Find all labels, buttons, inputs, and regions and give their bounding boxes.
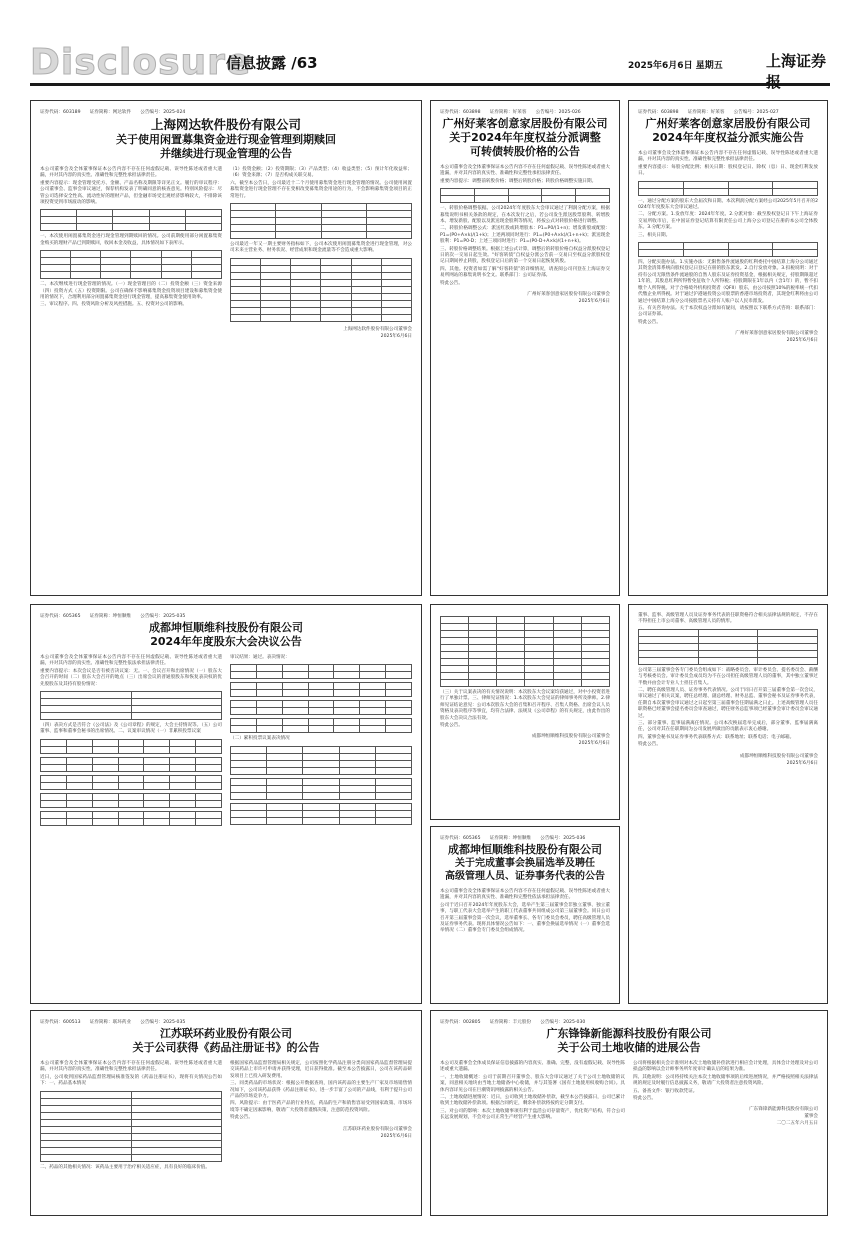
notice-meta: 证券代码：603189 证券简称：网达软件 公告编号：2025-024	[40, 110, 186, 115]
notice-company: 上海网达软件股份有限公司	[150, 117, 301, 132]
notice-body-left: 本公司董事会及全体董事保证本公告内容不存在任何虚假记载、误导性陈述或者重大遗漏，并对其内容的真实性、准确性和完整性承担法律责任。 近日，公司收到国家药品监督管理局核准签发的《药品注册证书》，现将有关情况公告如下：一、药品基本情况 二、药品的其他相关情况：该药品主要用于治疗相关适应症，具有良好的临床价值。	[40, 1061, 222, 1170]
notice-table	[40, 691, 222, 720]
notice-signature: 成都坤恒顺维科技股份有限公司董事会	[531, 734, 610, 740]
notice-signature: 成都坤恒顺维科技股份有限公司董事会	[739, 753, 818, 759]
notice-meta: 证券代码：600513 证券简称：联环药业 公告编号：2025-035	[40, 1020, 186, 1025]
notice-fengfeng-land	[430, 1010, 828, 1216]
notice-meta: 证券代码：002805 证券简称：丰元股份 公告编号：2025-030	[440, 1020, 586, 1025]
notice-body-right: 根据国家药品监督管理局相关规定，公司按照化学药品注册分类向国家药品监督管理局提交该药品上市许可申请并获得受理，近日获得批准。截至本公告披露日，公司在该药品研发项目上已投入研发费用。 三、同类药品的市场状况：根据公开数据查询，国内该药品的主要生产厂家及市场销售情况如下，公司该药品获得《药品注册证书》，进一步丰富了公司的产品线，有利于提升公司产品的市场竞争力。 四、风险提示：由于医药产品的行业特点，药品的生产和销售容易受到国家政策、市场环境等不确定因素影响，敬请广大投资者谨慎决策，注意防范投资风险。 特此公告。 江苏联环药业股份有限公司董事会 2025年6月6日	[230, 1061, 412, 1139]
notice-body-left: 本公司及董事会全体成员保证信息披露的内容真实、准确、完整，没有虚假记载、误导性陈述或重大遗漏。 一、土地收储概述：公司于前期召开董事会、股东大会审议通过了关于公司土地收储的议案，同意相关地块由当地土地储备中心收储，并与其签署《国有土地使用权收购合同》。具体内容详见公司在巨潮资讯网披露的相关公告。 二、土地收储进展情况：近日，公司收到土地收储补偿款，截至本公告披露日，公司已累计收到土地收储补偿款项。根据合同约定，剩余补偿款将按约定分期支付。 三、对公司的影响：本次土地收储事项有利于盘活公司存量资产，优化资产结构，符合公司长远发展规划，不会对公司正常生产经营产生重大影响。	[440, 1061, 625, 1121]
notice-company: 成都坤恒顺维科技股份有限公司	[448, 843, 602, 856]
notice-company: 广州好莱客创意家居股份有限公司	[442, 117, 608, 130]
notice-signature: 江苏联环药业股份有限公司董事会	[343, 1126, 412, 1132]
notice-date: 2025年6月6日	[786, 760, 818, 766]
notice-company: 成都坤恒顺维科技股份有限公司	[149, 621, 303, 634]
notice-title-line: 关于2024年年度权益分派调整	[449, 131, 601, 144]
notice-body: 本公司董事会及全体董事保证本公告内容不存在任何虚假记载、误导性陈述或者重大遗漏，并对其内容的真实性、准确性和完整性承担法律责任。 重要内容提示：每股分配比例；相关日期：股权登记日、除权（息）日、现金红利发放日。 一、通过分配方案的股东大会届次和日期。本次利润分配方案经公司2025年5月召开的2024年年度股东大会审议通过。 二、分配方案。1.发放年度：2024年年度。2.分派对象：截至股权登记日下午上海证券交易所收市后，在中国证券登记结算有限责任公司上海分公司登记在册的本公司全体股东。3.分配方案。 三、相关日期。 四、分配实施办法。1.实施办法：无限售条件流通股的红利委托中国结算上海分公司通过其资金清算系统向股权登记日登记在册的股东派发。2.自行发放对象。3.扣税说明：对于持有公司无限售条件流通股的自然人股东及证券投资基金，根据相关规定，持股期限超过1年的，其股息红利所得暂免征收个人所得税；持股期限在1年以内（含1年）的，暂不扣缴个人所得税。对于合格境外机构投资者（QFII）股东，由公司按照10%的税率统一代扣代缴企业所得税。对于通过沪港通投资公司股票的香港市场投资者，其现金红利将由公司通过中国结算上海分公司按股票名义持有人账户以人民币派发。 五、有关咨询办法。关于本次权益分派如有疑问，请按照以下联系方式咨询：联系部门：公司证券部。 特此公告。	[638, 151, 818, 325]
notice-body: 本公司董事会及全体董事保证本公告内容不存在任何虚假记载、误导性陈述或者重大遗漏，并对其内容的真实性、准确性和完整性依法承担法律责任。 公司于近日召开2024年年度股东大会，选举产生第三届董事会非独立董事、独立董事，与职工代表大会选举产生的职工代表董事共同组成公司第三届董事会。同日公司召开第三届董事会第一次会议，选举董事长、各专门委员会委员，聘任高级管理人员及证券事务代表。现将具体情况公告如下：一、董事会换届选举情况（一）董事会选举情况（二）董事会专门委员会组成情况。	[440, 889, 610, 934]
notice-table	[230, 664, 412, 679]
masthead	[30, 38, 830, 91]
notice-table	[40, 1091, 222, 1162]
notice-signature-board: 董事会	[804, 1114, 818, 1120]
notice-holike-conversion	[430, 100, 620, 596]
notice-date: 2025年6月6日	[380, 1133, 412, 1139]
notice-lianhuan-pharma	[30, 1010, 422, 1216]
notice-kunheng-agm	[30, 604, 422, 1004]
notice-signature: 广东锋锋新能源科技股份有限公司	[749, 1107, 818, 1113]
notice-meta: 证券代码：605365 证券简称：坤恒顺维 公告编号：2025-035	[40, 614, 186, 619]
notice-table	[638, 629, 818, 665]
notice-table	[230, 203, 412, 239]
notice-table	[40, 811, 222, 826]
notice-body: 董事、监事、高级管理人员及证券事务代表的任职资格符合相关法律法规的规定，不存在不得担任上市公司董事、高级管理人员的情形。 公司第三届董事会各专门委员会组成如下：战略委员会、审计委员会、提名委员会、薪酬与考核委员会。审计委员会成员均为不在公司担任高级管理人员的董事，其中独立董事过半数并由会计专业人士担任召集人。 二、聘任高级管理人员、证券事务代表情况。公司于同日召开第三届董事会第一次会议，审议通过了相关议案，聘任总经理、副总经理、财务总监、董事会秘书及证券事务代表，任期自本次董事会审议通过之日起至第三届董事会任期届满之日止。上述高级管理人员任职资格已经董事会提名委员会审查通过，聘任财务总监事项已经董事会审计委员会审议通过。 三、部分董事、监事届满离任情况。公司本次换届选举完成后，部分董事、监事届满离任，公司对其在任职期间为公司发展所做出的贡献表示衷心感谢。 四、董事会秘书及证券事务代表联系方式：联系地址；联系电话；电子邮箱。 特此公告。	[638, 613, 818, 748]
notice-title-line: 并继续进行现金管理的公告	[160, 147, 292, 160]
notice-table	[40, 739, 222, 754]
notice-table	[230, 803, 412, 825]
notice-table	[40, 209, 222, 231]
notice-table	[230, 682, 412, 697]
notice-table	[230, 746, 412, 775]
notice-body-right: 审议结果：通过。表决情况： （二）累积投票议案表决情况	[230, 655, 412, 829]
section-wordmark: Disclosure	[30, 42, 252, 83]
notice-title-line: 可转债转股价格的公告	[470, 145, 580, 158]
notice-company: 江苏联环药业股份有限公司	[160, 1027, 292, 1040]
notice-body: （三）关于议案表决的有关情况说明：本次股东大会议案均获通过，对中小投资者进行了单独计票。三、律师见证情况：1.本次股东大会见证的律师事务所及律师。2.律师见证结论意见：公司本次股东大会的召集和召开程序、召集人资格、出席会议人员资格及表决程序等事宜，均符合法律、法规及《公司章程》的有关规定，由此作出的股东大会决议合法有效。 特此公告。	[440, 616, 610, 729]
notice-company: 广州好莱客创意家居股份有限公司	[645, 117, 811, 130]
notice-signature: 广州好莱客创意家居股份有限公司董事会	[527, 292, 610, 298]
notice-title-line: 关于公司土地收储的进展公告	[557, 1041, 701, 1054]
notice-date: 2025年6月6日	[380, 333, 412, 339]
notice-title-line: 关于使用闲置募集资金进行现金管理到期赎回	[116, 133, 336, 146]
notice-date: 二〇二五年六月五日	[776, 1121, 818, 1127]
notice-wangda	[30, 100, 422, 596]
notice-table	[40, 793, 222, 808]
notice-body: 本公司董事会及全体董事保证本公告内容不存在任何虚假记载、误导性陈述或者重大遗漏，并对其内容的真实性、准确性和完整性承担法律责任。 重要内容提示：调整前转股价格；调整后转股价格；转股价格调整实施日期。 一、转股价格调整依据。公司2024年年度股东大会审议通过了利润分配方案，根据募集说明书相关条款的规定，在本次发行之后，若公司发生派送股票股利、转增股本、增发新股、配股以及派送现金股利等情况，将按公式对转股价格进行调整。 二、转股价格调整公式：派送红股或转增股本：P1=P0/(1+n)；增发新股或配股：P1=(P0+A×k)/(1+k)；上述两项同时进行：P1=(P0+A×k)/(1+n+k)；派送现金股利：P1=P0-D；上述三项同时进行：P1=(P0-D+A×k)/(1+n+k)。 三、转股价格调整结果。根据上述公式计算，调整后的转股价格自权益分派股权登记日的次一交易日起生效。“好客转债”自权益分派公告前一交易日至权益分派股权登记日期间停止转股，股权登记日后的第一个交易日起恢复转股。 四、其他。投资者如需了解“好客转债”的详细情况，请查阅公司刊登在上海证券交易所网站的募集说明书全文。联系部门：公司证券部。 特此公告。	[440, 165, 610, 286]
notice-table	[230, 778, 412, 800]
notice-table	[440, 188, 610, 203]
notice-table	[40, 775, 222, 790]
notice-company: 广东锋锋新能源科技股份有限公司	[546, 1027, 712, 1040]
notice-date: 2025年6月6日	[578, 299, 610, 305]
notice-date: 2025年6月6日	[786, 338, 818, 344]
notice-kunheng-right-cont	[628, 604, 828, 1004]
notice-date: 2025年6月6日	[578, 741, 610, 747]
notice-signature: 上海网达软件股份有限公司董事会	[343, 326, 412, 332]
notice-body-right: （1）投资金额；（2）投资期限；（3）产品类型；（4）收益类型；（5）预计年化收益率；（6）资金来源；（7）是否构成关联交易。 六、截至本公告日，公司最近十二个月使用募集资金进行现金管理的情况。公司使用闲置募集资金进行现金管理不存在变相改变募集资金用途的行为，不会影响募集资金项目的正常进行。 公司最近一年又一期主要财务指标如下，公司本次使用闲置募集资金进行现金管理，对公司未来主营业务、财务状况、经营成果和现金流量等不会造成重大影响。 上海网达软件股份有限公司董事会 2025年6月6日	[230, 167, 412, 339]
notice-signature: 广州好莱客创意家居股份有限公司董事会	[735, 331, 818, 337]
newspaper-logo: 上海证券报	[766, 52, 827, 91]
notice-body-left: 本公司董事会及全体董事保证本公告内容不存在任何虚假记载、误导性陈述或者重大遗漏，并对其内容的真实性、准确性和完整性承担法律责任。 重要内容提示：现金管理受托方、金额、产品名称及期限等详见正文。履行的审议程序：公司董事会、监事会审议通过，保荐机构发表了明确同意的核查意见。特别风险提示：尽管公司选择安全性高、流动性好的理财产品，但金融市场受宏观经济影响较大，不排除该项投资受到市场波动的影响。 一、本次使用闲置募集资金进行现金管理到期赎回的情况。公司前期使用部分闲置募集资金购买的理财产品已到期赎回，收回本金及收益，具体情况如下表所示。 二、本次继续进行现金管理的情况。（一）现金管理目的（二）投资金额（三）资金来源（四）投资方式（五）投资期限。公司在确保不影响募集资金投资项目建设和募集资金使用的情况下，合理利用部分闲置募集资金进行现金管理，提高募集资金使用效率。 三、审议程序。四、投资风险分析及风控措施。五、投资对公司的影响。	[40, 167, 222, 308]
notice-table	[440, 616, 610, 687]
notice-meta: 证券代码：603898 证券简称：好莱客 公告编号：2025-027	[638, 110, 779, 115]
notice-table	[230, 718, 412, 733]
notice-title-line: 关于完成董事会换届选举及聘任	[455, 858, 595, 869]
notice-title-line: 2024年年度权益分派实施公告	[652, 131, 804, 144]
notice-table	[230, 258, 412, 322]
notice-meta: 证券代码：605365 证券简称：坤恒顺维 公告编号：2025-036	[440, 836, 586, 841]
notice-body-left: 本公司董事会及全体董事保证本公告内容不存在任何虚假记载、误导性陈述或者重大遗漏，并对其内容的真实性、准确性和完整性依法承担法律责任。 重要内容提示：本次会议是否有被否决议案：无。一、会议召开和出席情况（一）股东大会召开的时间（二）股东大会召开的地点（三）出席会议的普通股股东和恢复表决权的优先股股东及其持有股份情况： （四）表决方式是否符合《公司法》及《公司章程》的规定，大会主持情况等。（五）公司董事、监事和董事会秘书的出席情况。二、议案审议情况（一）非累积投票议案	[40, 655, 222, 829]
notice-table	[638, 242, 818, 257]
notice-table	[230, 700, 412, 715]
notice-title-line: 关于公司获得《药品注册证书》的公告	[132, 1041, 320, 1054]
issue-date: 2025年6月6日 星期五	[628, 61, 723, 71]
notice-table	[40, 757, 222, 772]
notice-kunheng-agm-cont	[430, 604, 620, 820]
notice-holike-dividend	[628, 100, 828, 596]
notice-meta: 证券代码：603898 证券简称：好莱客 公告编号：2025-026	[440, 110, 581, 115]
notice-kunheng-board	[430, 826, 620, 1004]
notice-body-right: 公司将根据相关会计准则对本次土地收储补偿款进行相应会计处理，具体会计处理及对公司损益的影响以会计师事务所年度审计确认后的结果为准。 四、其他说明：公司将持续关注本次土地收储事项的后续进展情况，并严格按照相关法律法规的规定及时履行信息披露义务，敬请广大投资者注意投资风险。 五、备查文件：银行收款凭证。 特此公告。 广东锋锋新能源科技股份有限公司 董事会 二〇二五年六月五日	[633, 1061, 818, 1127]
notice-table	[40, 250, 222, 279]
notice-title-line: 高级管理人员、证券事务代表的公告	[445, 871, 605, 882]
notice-table	[638, 181, 818, 196]
notice-title-line: 2024年年度股东大会决议公告	[150, 635, 302, 648]
section-title: 信息披露 /63	[226, 54, 318, 72]
